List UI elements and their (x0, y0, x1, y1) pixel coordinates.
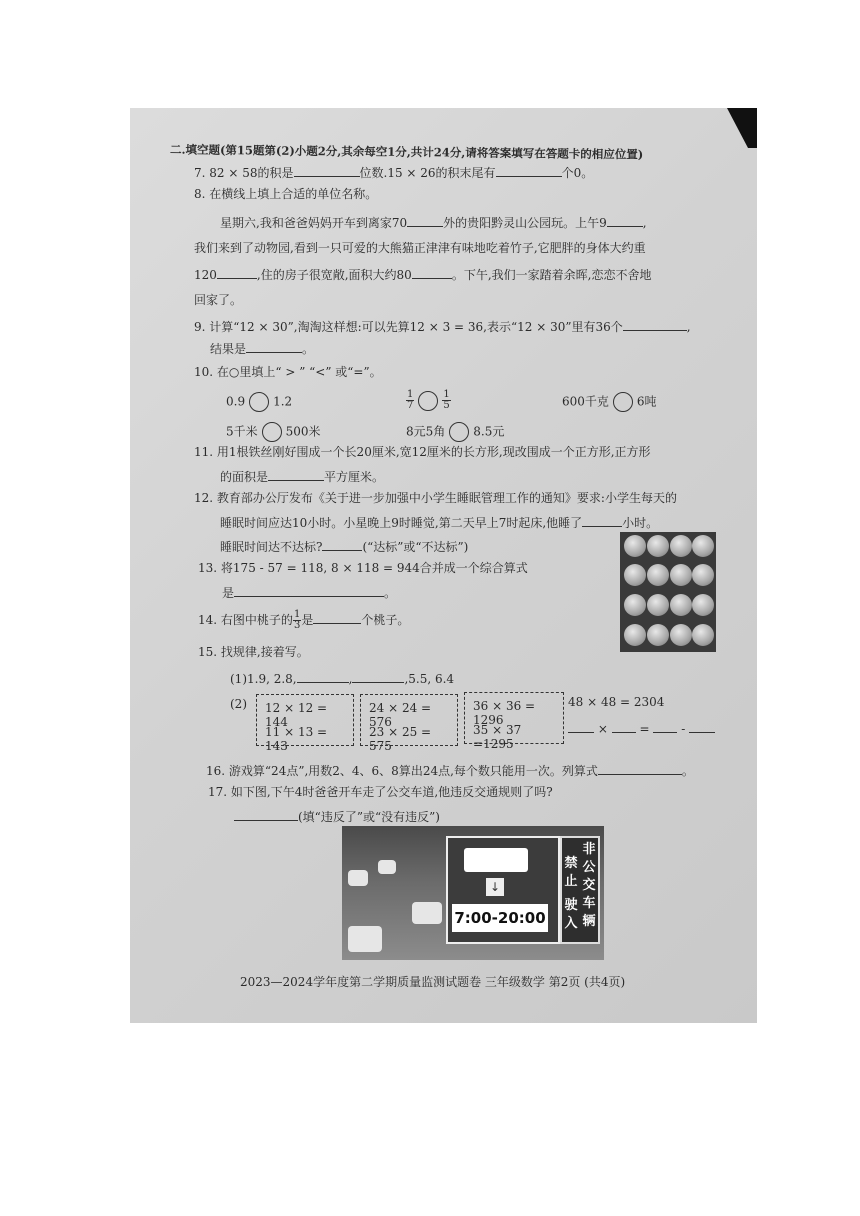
question-16: 16. 游戏算“24点”,用数2、4、6、8算出24点,每个数只能用一次。列算式 。 (206, 764, 694, 778)
answer-blank[interactable] (268, 468, 324, 481)
compare-5: 8元5角 8.5元 (406, 422, 504, 442)
answer-blank[interactable] (234, 584, 384, 597)
compare-circle[interactable] (249, 392, 269, 412)
car (348, 926, 382, 952)
compare-circle[interactable] (262, 422, 282, 442)
q12-line-3: 睡眠时间达不达标? (“达标”或“不达标”) (220, 540, 469, 554)
pattern-box-1: 12 × 12 = 144 11 × 13 = 143 (256, 694, 354, 746)
section-title: 二.填空题(第15题第(2)小题2分,其余每空1分,共计24分,请将答案填写在答题卡的相应位置) (169, 142, 644, 162)
question-15: 15. 找规律,接着写。 (198, 645, 309, 659)
exam-photo (130, 108, 757, 1023)
question-10: 10. 在○里填上“ > ” “<” 或“=”。 (194, 365, 382, 379)
q12-line-2: 睡眠时间应达10小时。小星晚上9时睡觉,第二天早上7时起床,他睡了 小时。 (220, 516, 659, 530)
q8-line-1: 星期六,我和爸爸妈妈开车到离家70 外的贵阳黔灵山公园玩。上午9 , (220, 216, 647, 230)
answer-blank[interactable] (623, 318, 687, 331)
car (412, 902, 442, 924)
q13-line-2: 是 。 (222, 586, 397, 600)
car (378, 860, 396, 874)
answer-blank[interactable] (294, 164, 360, 177)
answer-blank[interactable] (313, 611, 361, 624)
answer-blank[interactable] (598, 762, 682, 775)
answer-blank[interactable] (607, 214, 643, 227)
q15-part-1: (1)1.9, 2.8, , ,5.5, 6.4 (230, 672, 455, 686)
q17-line-2: (填“违反了”或“没有违反”) (234, 808, 440, 825)
compare-4: 5千米 500米 (226, 422, 321, 442)
q15-part-2-label: (2) (230, 697, 247, 711)
pattern-box-2: 24 × 24 = 576 23 × 25 = 575 (360, 694, 458, 746)
answer-blank[interactable] (496, 164, 562, 177)
car (348, 870, 368, 886)
q8-line-2: 我们来到了动物园,看到一只可爱的大熊猫正津津有味地吃着竹子,它肥胖的身体大约重 (194, 241, 646, 255)
question-17: 17. 如下图,下午4时爸爸开车走了公交车道,他违反交通规则了吗? (208, 785, 553, 799)
no-entry-sign: 禁 止 驶 入 非 公 交 车 辆 (560, 836, 600, 944)
page-footer: 2023—2024学年度第二学期质量监测试题卷 三年级数学 第2页 (共4页) (240, 975, 626, 989)
question-9: 9. 计算“12 × 30”,淘淘这样想:可以先算12 × 3 = 36,表示“12 × 30”里有36个 , (194, 320, 691, 334)
question-7: 7. 82 × 58的积是 位数.15 × 26的积末尾有 个0。 (194, 166, 594, 180)
down-arrow-icon: ↓ (486, 878, 504, 896)
answer-blank[interactable] (689, 720, 715, 733)
q8-line-4: 回家了。 (194, 293, 243, 307)
answer-blank[interactable] (234, 808, 298, 821)
peaches-image (620, 532, 716, 652)
question-11: 11. 用1根铁丝刚好围成一个长20厘米,宽12厘米的长方形,现改围成一个正方形,正方形 (194, 445, 651, 459)
pattern-box-3: 36 × 36 = 1296 35 × 37 =1295 (464, 692, 564, 744)
q11-line-2: 的面积是 平方厘米。 (220, 470, 385, 484)
answer-blank[interactable] (352, 670, 404, 683)
compare-circle[interactable] (613, 392, 633, 412)
photo-corner-shadow (727, 108, 757, 148)
q9-result: 结果是 。 (210, 342, 315, 356)
question-14: 14. 右图中桃子的 $\frac{1}{3}$ 是 个桃子。 (198, 609, 410, 631)
q8-line-3: 120 ,住的房子很宽敞,面积大约80 。下午,我们一家踏着余晖,恋恋不舍地 (194, 268, 652, 282)
question-8: 8. 在横线上填上合适的单位名称。 (194, 187, 378, 201)
compare-2: $\frac{1}{7}$ $\frac{1}{5}$ (407, 389, 450, 411)
answer-blank[interactable] (246, 340, 302, 353)
compare-3: 600千克 6吨 (562, 392, 657, 412)
answer-blank[interactable] (582, 514, 622, 527)
bus-lane-photo (342, 826, 604, 960)
answer-blank[interactable] (407, 214, 443, 227)
question-13: 13. 将175 - 57 = 118, 8 × 118 = 944合并成一个综合算式 (198, 561, 528, 575)
answer-blank[interactable] (568, 720, 594, 733)
bus-lane-sign (446, 836, 560, 944)
answer-blank[interactable] (612, 720, 636, 733)
pattern-tail-1: 48 × 48 = 2304 (568, 695, 665, 709)
answer-blank[interactable] (297, 670, 349, 683)
question-12: 12. 教育部办公厅发布《关于进一步加强中小学生睡眠管理工作的通知》要求:小学生每天的 (194, 491, 677, 505)
bus-icon (464, 848, 528, 872)
compare-1: 0.9 1.2 (226, 392, 292, 412)
answer-blank[interactable] (653, 720, 677, 733)
pattern-tail-2: × = - (568, 720, 715, 737)
answer-blank[interactable] (217, 266, 257, 279)
compare-circle[interactable] (418, 391, 438, 411)
sign-time: 7:00-20:00 (452, 904, 548, 932)
compare-circle[interactable] (449, 422, 469, 442)
answer-blank[interactable] (322, 538, 362, 551)
answer-blank[interactable] (412, 266, 452, 279)
